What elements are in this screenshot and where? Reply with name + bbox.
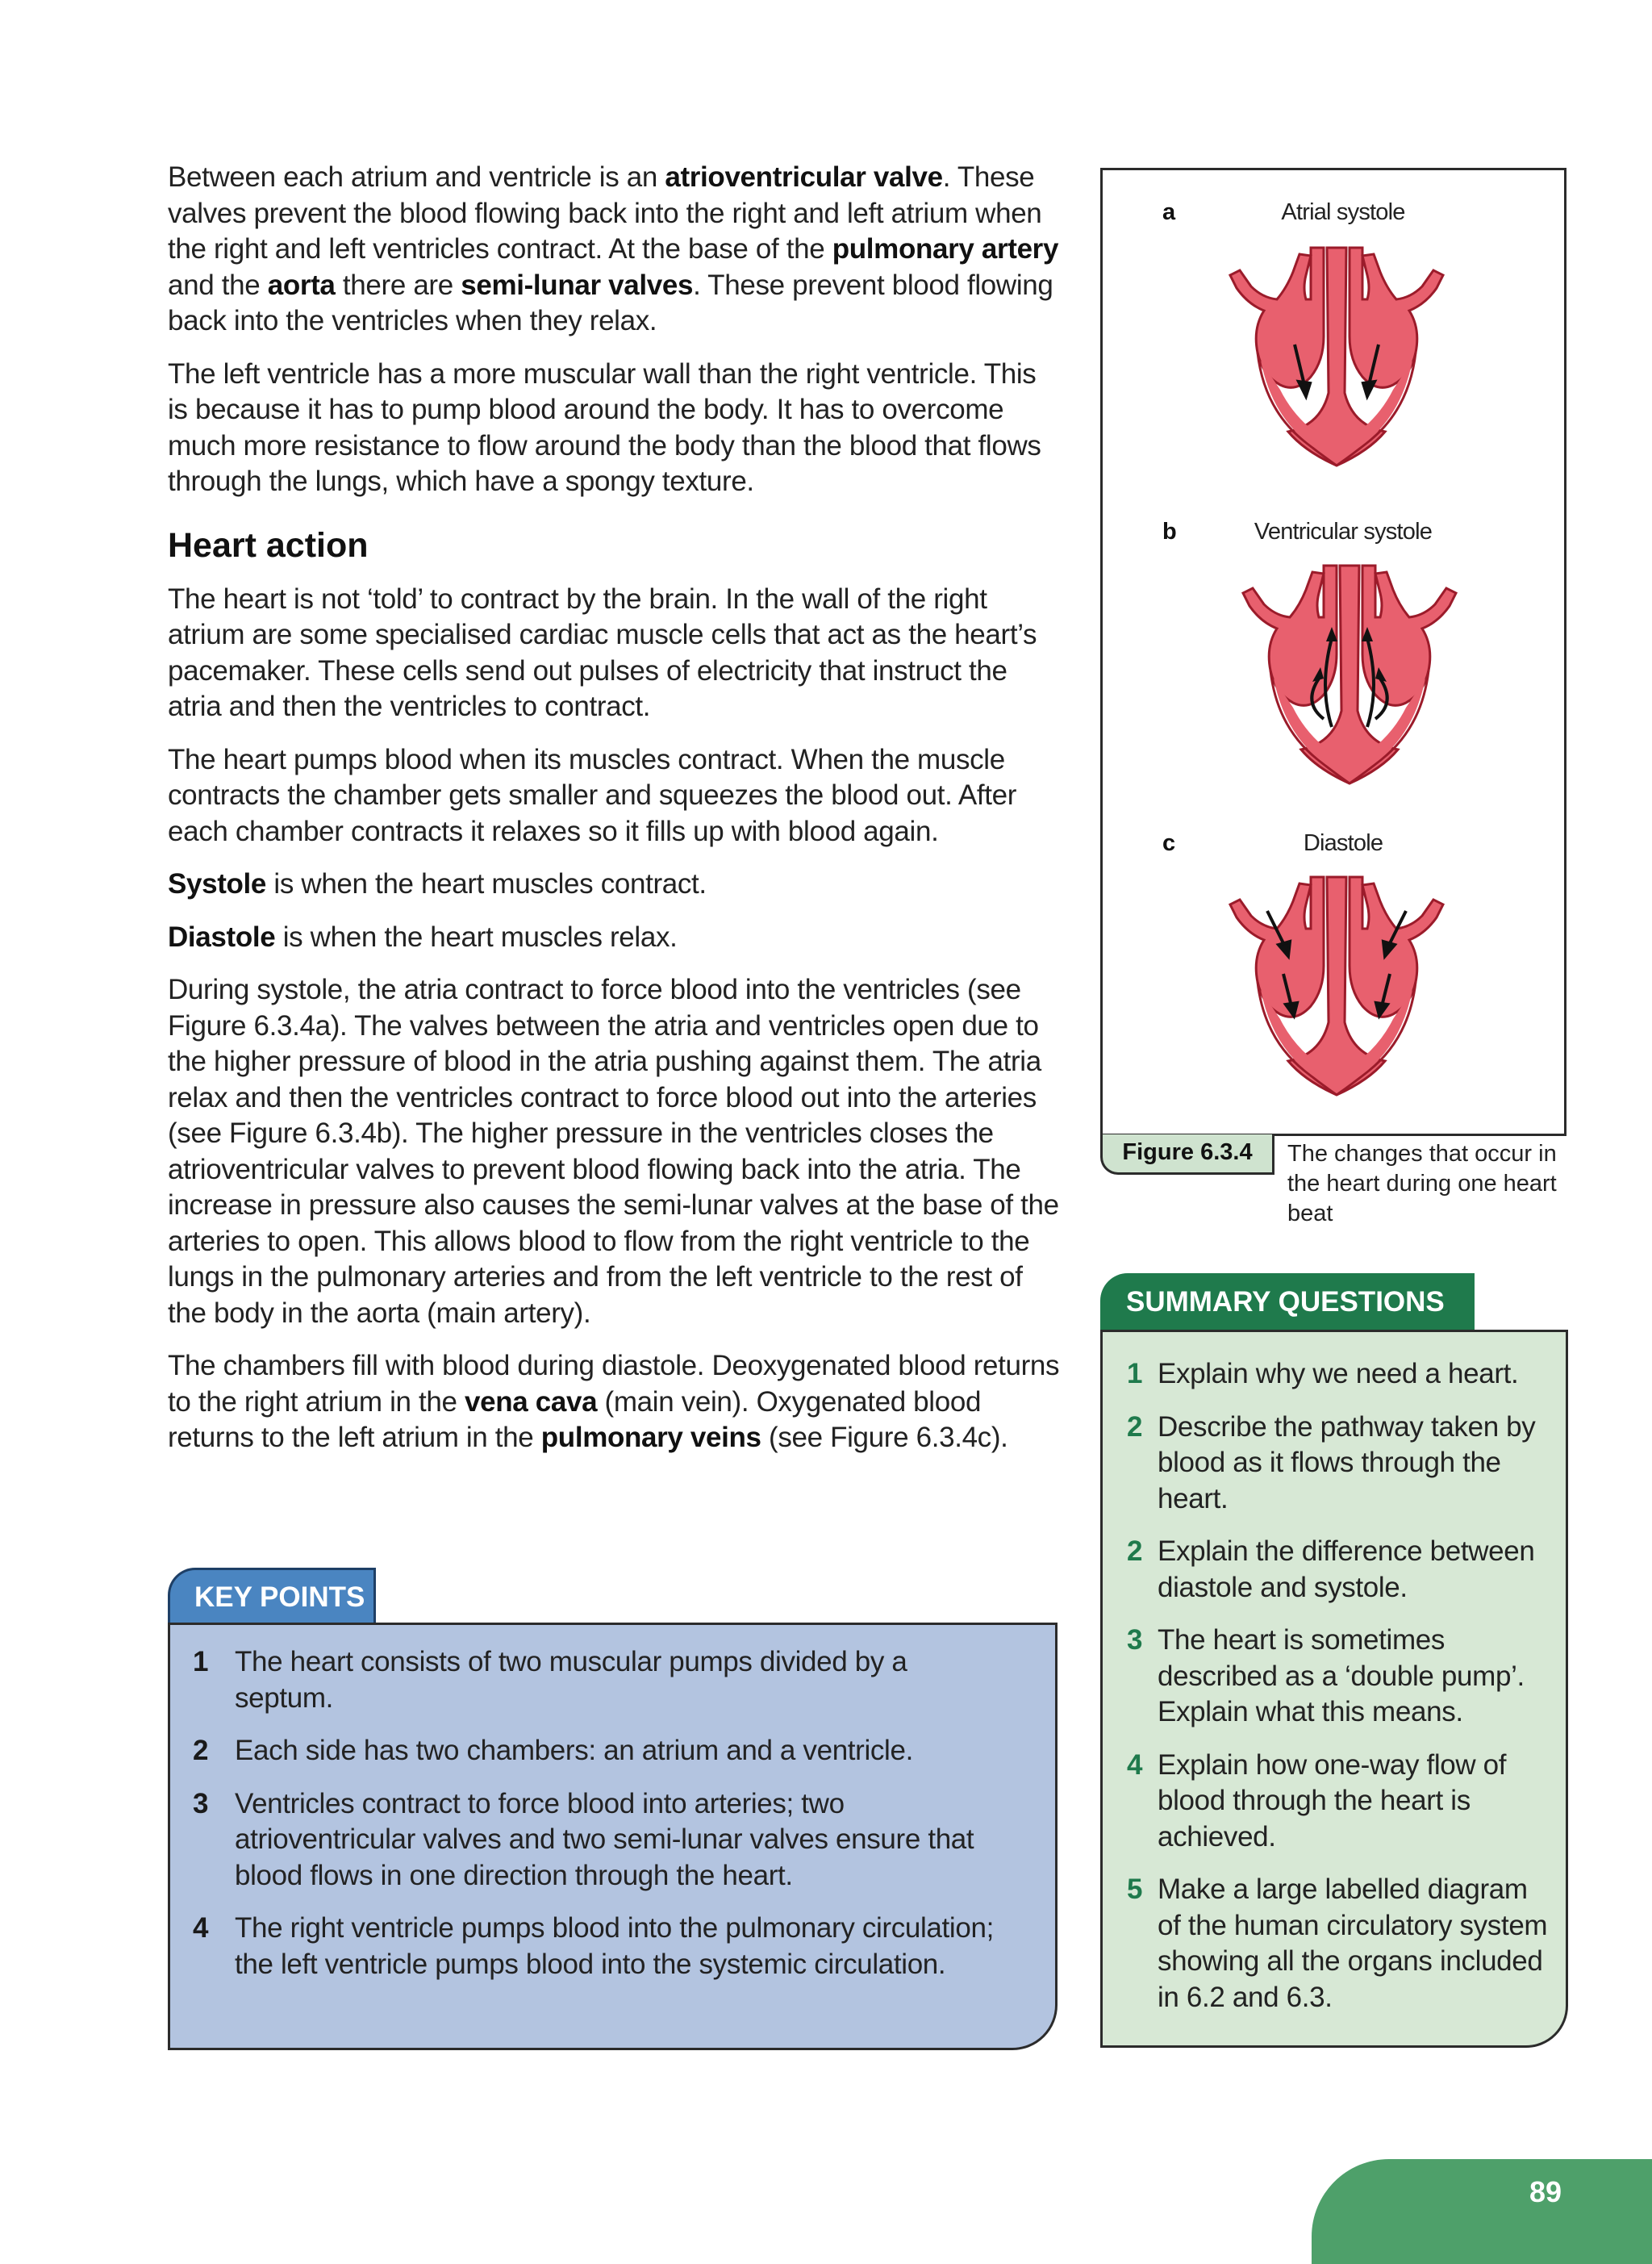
panel-title-a: Atrial systole [1281,199,1405,225]
figure-box [1100,168,1566,1136]
paragraph [168,160,1063,340]
summary-question [1127,1356,1550,1393]
key-points-list [168,1623,1058,2050]
main-text-column [168,160,1063,1473]
bold-term: aorta [267,269,336,301]
page-number-tab [1312,2159,1652,2264]
heart-shape [1243,566,1456,783]
summary-questions-title: SUMMARY QUESTIONS [1100,1273,1475,1331]
intro-paragraphs [168,160,1063,500]
flow-arrowhead [1299,382,1310,396]
text-run: The heart is not ‘told’ to contract by the brain. In the wall of the right atrium are some specialised cardiac muscle cells that act as the heart’s pacemaker. These cells send out pulses of electricity that instruct the atria and then the ventricles to contract. [168,583,1037,722]
summary-question [1127,1748,1550,1856]
key-point [193,1644,1007,1716]
summary-questions-list [1100,1330,1568,2048]
key-point-text: Ventricles contract to force blood into arteries; two atrioventricular valves and two semi-lunar valves ensure that blood flows in one direction through the heart. [235,1787,974,1891]
heart-diagram-atrial-systole [1216,240,1458,474]
bold-term: pulmonary artery [832,233,1059,265]
summary-question [1127,1872,1550,2015]
heart-shape [1230,248,1443,466]
paragraph [168,582,1063,725]
bold-term: Systole [168,868,267,900]
summary-question-text: The heart is sometimes described as a ‘double pump’. Explain what this means. [1158,1624,1525,1727]
key-point [193,1786,1007,1894]
text-run: (main vein). Oxygenated blood returns to the left atrium in the [168,1385,982,1453]
key-point-number: 3 [193,1787,209,1819]
bold-term: atrioventricular valve [665,161,943,193]
key-point-text: Each side has two chambers: an atrium and a ventricle. [235,1735,913,1766]
figure-label: Figure 6.3.4 [1100,1134,1274,1175]
text-run: The heart pumps blood when its muscles contract. When the muscle contracts the chamber gets smaller and squeezes the blood out. After each chamber contracts it relaxes so it fills up with blood again. [168,743,1017,847]
text-run: . These valves prevent the blood flowing back into the right and left atrium when the right and left ventricles contract. At the base of the [168,161,1042,265]
summary-question [1127,1623,1550,1731]
figure-caption: The changes that occur in the heart during one heart beat [1287,1141,1557,1226]
text-run: Between each atrium and ventricle is an [168,161,665,193]
summary-question-text: Make a large labelled diagram of the human circulatory system showing all the organs included in 6.2 and 6.3. [1158,1873,1548,2013]
bold-term: pulmonary veins [540,1422,761,1453]
paragraph [168,972,1063,1331]
text-run: is when the heart muscles relax. [275,921,678,953]
summary-question-text: Explain why we need a heart. [1158,1358,1519,1389]
text-run: The chambers fill with blood during diastole. Deoxygenated blood returns to the right atrium in the [168,1350,1060,1418]
text-run: . These prevent blood flowing back into the ventricles when they relax. [168,269,1053,336]
text-run: there are [335,269,461,301]
text-run: is when the heart muscles contract. [266,868,707,900]
panel-title-c: Diastole [1303,830,1383,856]
summary-question-number: 5 [1127,1873,1143,1905]
panel-title-b: Ventricular systole [1254,519,1433,545]
summary-question-text: Explain how one-way flow of blood through the heart is achieved. [1158,1748,1507,1853]
bold-term: Diastole [168,921,276,953]
summary-question-number: 2 [1127,1535,1143,1567]
key-point [193,1911,1007,1982]
summary-question-text: Describe the pathway taken by blood as it flows through the heart. [1158,1410,1536,1514]
paragraph [168,920,1063,956]
key-point [193,1733,1007,1769]
summary-question [1127,1410,1550,1518]
heart-diagram-diastole [1216,869,1458,1103]
bold-term: semi-lunar valves [461,269,694,301]
key-point-text: The heart consists of two muscular pumps divided by a septum. [235,1646,907,1714]
key-point-number: 1 [193,1646,209,1677]
paragraph [168,1348,1063,1456]
summary-question-number: 1 [1127,1358,1143,1389]
key-point-text: The right ventricle pumps blood into the pulmonary circulation; the left ventricle pumps blood into the systemic circulation. [235,1912,994,1980]
key-points-title: KEY POINTS [168,1568,376,1624]
heart-action-paragraphs [168,582,1063,1456]
text-run: (see Figure 6.3.4c). [761,1422,1008,1453]
summary-question-text: Explain the difference between diastole and systole. [1158,1535,1535,1603]
summary-question-number: 3 [1127,1624,1143,1656]
paragraph [168,357,1063,500]
text-run: The left ventricle has a more muscular wall than the right ventricle. This is because it has to pump blood around the body. It has to overcome much more resistance to flow around the body than the blood that flows through the lungs, which have a spongy texture. [168,357,1041,497]
paragraph [168,867,1063,903]
key-point-number: 4 [193,1912,209,1944]
text-run: During systole, the atria contract to force blood into the ventricles (see Figure 6.3.4a). The valves between the atria and ventricles open due to the higher pressure of blood in the atria pushing against them. The atria relax and then the ventricles contract to force blood out into the arteries (see Figure 6.3.4b). The higher pressure in the ventricles closes the atrioventricular valves to prevent blood flowing back into the atria. The increase in pressure also causes the semi-lunar valves at the base of the arteries to open. This allows blood to flow from the right ventricle to the lungs in the pulmonary arteries and from the left ventricle to the rest of the body in the aorta (main artery). [168,974,1059,1329]
heart-shape [1230,877,1443,1095]
bold-term: vena cava [464,1385,598,1418]
paragraph [168,742,1063,850]
page-number: 89 [1529,2175,1562,2208]
panel-letter-c: c [1162,830,1176,856]
key-point-number: 2 [193,1735,209,1766]
flow-arrowhead [1363,382,1375,396]
summary-question-number: 2 [1127,1410,1143,1443]
section-heading: Heart action [168,525,369,565]
heart-diagram-ventricular-systole [1229,558,1471,792]
summary-question-number: 4 [1127,1748,1143,1781]
summary-question [1127,1534,1550,1606]
panel-letter-a: a [1162,199,1176,225]
text-run: and the [168,269,268,301]
panel-letter-b: b [1162,519,1177,545]
